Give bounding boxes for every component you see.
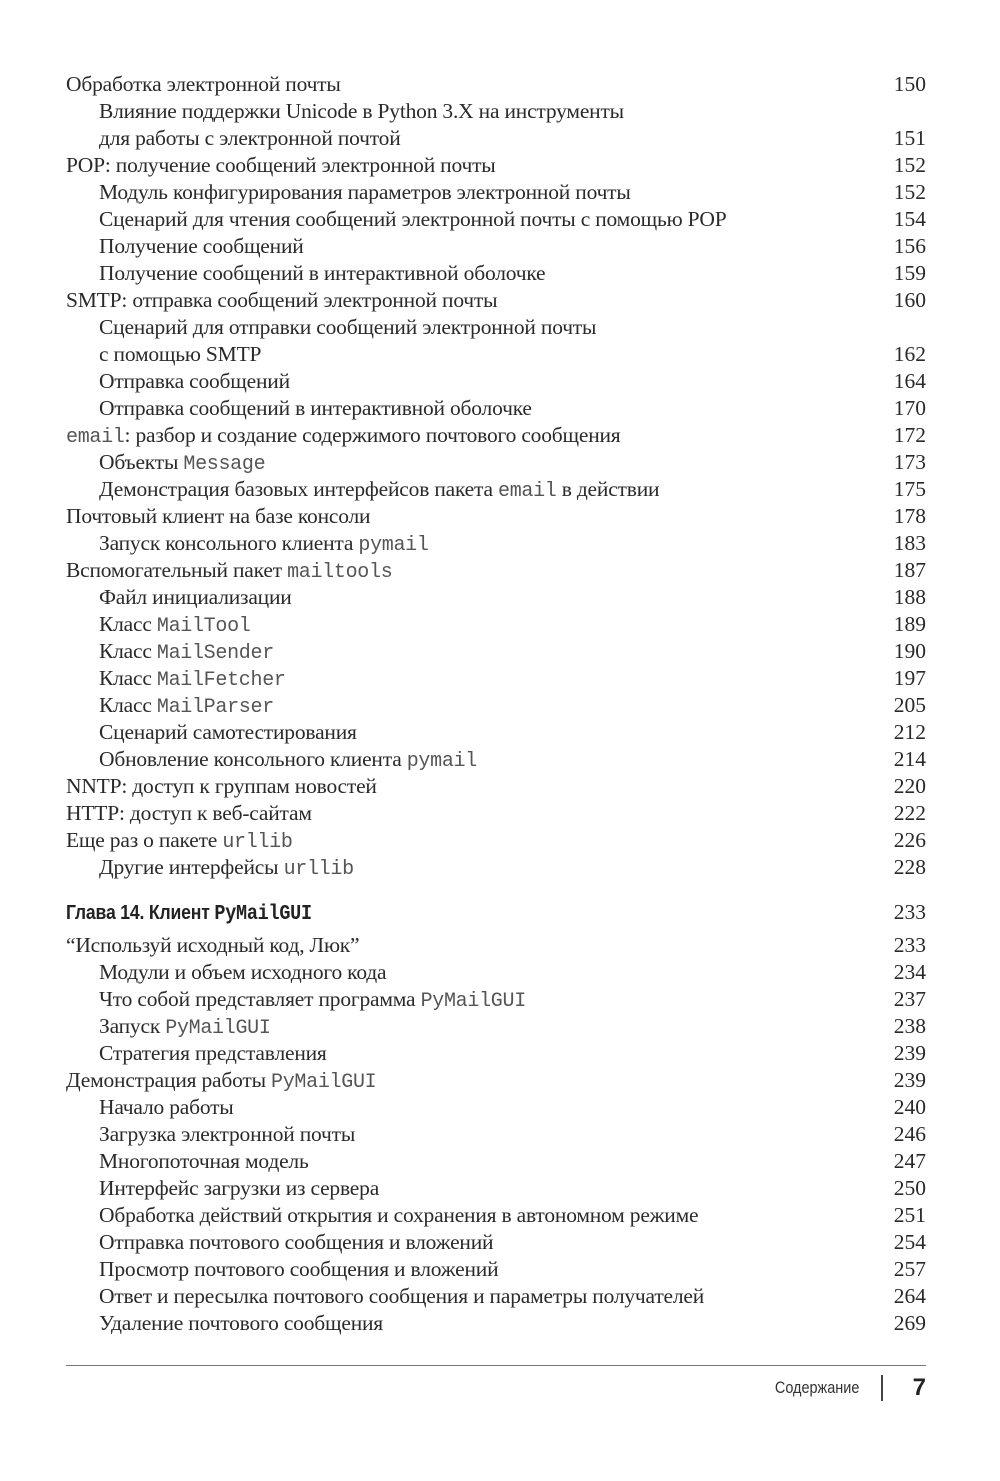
toc-page-number: 250	[893, 1176, 926, 1200]
title-text: Загрузка электронной почты	[99, 1122, 356, 1146]
code-term: MailFetcher	[156, 669, 286, 692]
toc-entry[interactable]	[66, 422, 926, 449]
title-text: Объекты	[99, 450, 184, 474]
title-text: Модуль конфигурирования параметров электронной почты	[99, 180, 631, 204]
toc-page-number: 228	[893, 855, 926, 879]
toc-chapter-heading[interactable]	[66, 899, 926, 926]
title-text: Класс	[99, 693, 157, 717]
toc-entry-title	[66, 125, 401, 152]
toc-entry-title	[66, 854, 354, 883]
toc-entry[interactable]	[66, 179, 926, 206]
toc-entry-title	[66, 503, 370, 530]
title-text: SMTP: отправка сообщений электронной почты	[66, 288, 498, 312]
code-term: urllib	[222, 831, 293, 854]
toc-entry-title	[66, 959, 386, 986]
code-term: MailSender	[156, 642, 274, 665]
title-text: Отправка сообщений	[99, 369, 290, 393]
toc-page-number: 152	[893, 180, 926, 204]
toc-page-number: 150	[893, 72, 926, 96]
toc-entry[interactable]	[66, 854, 926, 881]
toc-entry-title	[66, 800, 312, 827]
footer-divider	[66, 1365, 926, 1366]
toc-page-number: 172	[893, 423, 926, 447]
title-text: Отправка сообщений в интерактивной оболочке	[99, 396, 532, 420]
code-term: pymail	[358, 534, 429, 557]
toc-page-number: 234	[893, 960, 926, 984]
toc-entry[interactable]	[66, 449, 926, 476]
toc-page-number: 220	[893, 774, 926, 798]
toc-page-number: 264	[893, 1284, 926, 1308]
toc-entry[interactable]	[66, 1310, 926, 1337]
toc-entry-title	[66, 1283, 704, 1310]
toc-page-number: 222	[893, 801, 926, 825]
toc-page-number: 246	[893, 1122, 926, 1146]
toc-entry-title	[66, 746, 477, 775]
toc-entry-title	[66, 1040, 327, 1067]
toc-entry-title	[66, 665, 286, 694]
toc-page-number: 226	[893, 828, 926, 852]
toc-entry-title	[66, 900, 312, 928]
toc-entry-title	[66, 341, 261, 368]
page-number: 7	[912, 1374, 926, 1401]
title-text: Получение сообщений	[99, 234, 304, 258]
toc-entry[interactable]	[66, 692, 926, 719]
toc-page-number: 214	[893, 747, 926, 771]
toc-entry[interactable]	[66, 314, 926, 341]
toc-entry-title	[66, 692, 274, 721]
code-term: PyMailGUI	[420, 990, 526, 1013]
toc-entry-title	[66, 611, 251, 640]
toc-entry[interactable]	[66, 1040, 926, 1067]
toc-entry[interactable]	[66, 530, 926, 557]
toc-page-number: 233	[893, 900, 926, 924]
toc-entry-title	[66, 314, 596, 341]
title-text: Ответ и пересылка почтового сообщения и параметры получателей	[99, 1284, 705, 1308]
title-text: NNTP: доступ к группам новостей	[66, 774, 377, 798]
title-text: Класс	[99, 612, 157, 636]
title-text: Отправка почтового сообщения и вложений	[99, 1230, 494, 1254]
title-text: : разбор и создание содержимого почтового сообщения	[124, 423, 621, 447]
toc-entry[interactable]	[66, 503, 926, 530]
toc-entry-title	[66, 1256, 498, 1283]
title-text: Еще раз о пакете	[66, 828, 223, 852]
toc-entry-title	[66, 1094, 234, 1121]
toc-entry-title	[66, 422, 621, 451]
toc-entry[interactable]	[66, 152, 926, 179]
toc-entry-title	[66, 1121, 355, 1148]
toc-page-number: 238	[893, 1014, 926, 1038]
title-text: Модули и объем исходного кода	[99, 960, 387, 984]
toc-page-number: 175	[893, 477, 926, 501]
toc-entry[interactable]	[66, 1175, 926, 1202]
toc-page-number: 257	[893, 1257, 926, 1281]
toc-entry-title	[66, 1148, 309, 1175]
table-of-contents	[66, 71, 926, 1337]
toc-page-number: 164	[893, 369, 926, 393]
toc-entry-title	[66, 827, 293, 856]
title-text: Обновление консольного клиента	[99, 747, 407, 771]
toc-entry-title	[66, 287, 497, 314]
footer-separator	[881, 1375, 883, 1401]
toc-entry[interactable]	[66, 1013, 926, 1040]
toc-entry-title	[66, 71, 341, 98]
toc-entry[interactable]	[66, 1202, 926, 1229]
toc-entry[interactable]	[66, 206, 926, 233]
toc-page-number: 156	[893, 234, 926, 258]
toc-entry-title	[66, 638, 274, 667]
toc-entry-title	[66, 179, 631, 206]
toc-entry-title	[66, 719, 357, 746]
toc-entry[interactable]	[66, 71, 926, 98]
toc-entry[interactable]	[66, 557, 926, 584]
toc-entry[interactable]	[66, 638, 926, 665]
code-term: pymail	[406, 750, 477, 773]
toc-page-number: 188	[893, 585, 926, 609]
toc-entry[interactable]	[66, 368, 926, 395]
code-term: email	[498, 480, 557, 503]
code-term: mailtools	[287, 561, 393, 584]
title-text: Другие интерфейсы	[99, 855, 284, 879]
toc-page-number: 173	[893, 450, 926, 474]
code-term: MailTool	[156, 615, 251, 638]
toc-entry-title	[66, 476, 659, 505]
toc-entry[interactable]	[66, 1148, 926, 1175]
page-footer	[760, 1374, 926, 1402]
code-term: MailParser	[156, 696, 274, 719]
toc-entry[interactable]	[66, 719, 926, 746]
title-text: Класс	[99, 666, 157, 690]
toc-page-number: 239	[893, 1068, 926, 1092]
toc-entry[interactable]	[66, 1256, 926, 1283]
toc-page-number: 197	[893, 666, 926, 690]
toc-entry-title	[66, 98, 624, 125]
toc-page-number: 233	[893, 933, 926, 957]
code-term: PyMailGUI	[214, 903, 312, 926]
title-text: Интерфейс загрузки из сервера	[99, 1176, 380, 1200]
title-text: Получение сообщений в интерактивной оболочке	[99, 261, 546, 285]
code-term: urllib	[283, 858, 354, 881]
toc-entry-title	[66, 1175, 379, 1202]
title-text: Сценарий самотестирования	[99, 720, 357, 744]
toc-entry-title	[66, 584, 292, 611]
title-text: Сценарий для чтения сообщений электронной почты с помощью POP	[99, 207, 727, 231]
toc-entry[interactable]	[66, 827, 926, 854]
toc-entry[interactable]	[66, 1121, 926, 1148]
toc-entry-title	[66, 1013, 271, 1042]
toc-entry[interactable]	[66, 959, 926, 986]
toc-entry-title	[66, 368, 290, 395]
code-term: Message	[183, 453, 266, 476]
toc-entry-title	[66, 152, 496, 179]
toc-page-number: 247	[893, 1149, 926, 1173]
title-text: с помощью SMTP	[99, 342, 262, 366]
title-text: Класс	[99, 639, 157, 663]
toc-page-number: 205	[893, 693, 926, 717]
toc-entry[interactable]	[66, 98, 926, 125]
toc-page-number: 178	[893, 504, 926, 528]
toc-page-number: 269	[893, 1311, 926, 1335]
toc-entry[interactable]	[66, 476, 926, 503]
toc-entry-title	[66, 1310, 383, 1337]
toc-entry-title	[66, 206, 726, 233]
title-text: HTTP: доступ к веб-сайтам	[66, 801, 312, 825]
toc-entry[interactable]	[66, 611, 926, 638]
toc-entry-title	[66, 932, 359, 959]
toc-entry[interactable]	[66, 932, 926, 959]
title-text: POP: получение сообщений электронной почты	[66, 153, 496, 177]
toc-page-number: 151	[893, 126, 926, 150]
title-text: Многопоточная модель	[99, 1149, 309, 1173]
title-text: для работы с электронной почтой	[99, 126, 401, 150]
toc-page-number: 159	[893, 261, 926, 285]
running-header-label: Содержание	[774, 1378, 860, 1397]
title-text: “Используй исходный код, Люк”	[66, 933, 360, 957]
title-text: Стратегия представления	[99, 1041, 327, 1065]
toc-page-number: 190	[893, 639, 926, 663]
toc-page-number: 154	[893, 207, 926, 231]
title-text: Файл инициализации	[99, 585, 292, 609]
code-term: PyMailGUI	[165, 1017, 271, 1040]
title-text: Сценарий для отправки сообщений электронной почты	[99, 315, 597, 339]
title-text: Удаление почтового сообщения	[99, 1311, 383, 1335]
toc-page-number: 152	[893, 153, 926, 177]
toc-entry-title	[66, 530, 429, 559]
title-text: Запуск	[99, 1014, 166, 1038]
toc-entry-title	[66, 986, 526, 1015]
toc-entry[interactable]	[66, 773, 926, 800]
title-text: Влияние поддержки Unicode в Python 3.X на инструменты	[99, 99, 624, 123]
toc-entry[interactable]	[66, 800, 926, 827]
page-content	[66, 71, 926, 1337]
title-text: Вспомогательный пакет	[66, 558, 288, 582]
toc-entry[interactable]	[66, 1094, 926, 1121]
toc-entry[interactable]	[66, 233, 926, 260]
title-text: Демонстрация работы	[66, 1068, 272, 1092]
title-text: Глава 14. Клиент	[66, 902, 215, 924]
toc-page-number: 237	[893, 987, 926, 1011]
toc-entry[interactable]	[66, 125, 926, 152]
toc-entry[interactable]	[66, 341, 926, 368]
toc-entry-title	[66, 773, 377, 800]
title-text: Демонстрация базовых интерфейсов пакета	[99, 477, 498, 501]
toc-page-number: 251	[893, 1203, 926, 1227]
toc-entry-title	[66, 449, 265, 478]
title-text: Начало работы	[99, 1095, 234, 1119]
toc-entry-title	[66, 260, 545, 287]
toc-entry[interactable]	[66, 1229, 926, 1256]
toc-entry-title	[66, 233, 304, 260]
toc-page-number: 239	[893, 1041, 926, 1065]
toc-entry-title	[66, 395, 532, 422]
toc-entry-title	[66, 1067, 376, 1096]
title-text: Просмотр почтового сообщения и вложений	[99, 1257, 499, 1281]
toc-entry[interactable]	[66, 395, 926, 422]
toc-page-number: 189	[893, 612, 926, 636]
toc-page-number: 240	[893, 1095, 926, 1119]
toc-entry[interactable]	[66, 1067, 926, 1094]
toc-page-number: 187	[893, 558, 926, 582]
title-text: Обработка действий открытия и сохранения в автономном режиме	[99, 1203, 699, 1227]
toc-page-number: 162	[893, 342, 926, 366]
toc-entry[interactable]	[66, 665, 926, 692]
toc-entry[interactable]	[66, 287, 926, 314]
toc-page-number: 160	[893, 288, 926, 312]
toc-entry-title	[66, 1229, 493, 1256]
toc-entry[interactable]	[66, 746, 926, 773]
code-term: PyMailGUI	[271, 1071, 377, 1094]
toc-page-number: 254	[893, 1230, 926, 1254]
toc-entry-title	[66, 1202, 698, 1229]
toc-entry[interactable]	[66, 584, 926, 611]
toc-page-number: 183	[893, 531, 926, 555]
toc-entry[interactable]	[66, 260, 926, 287]
toc-entry[interactable]	[66, 986, 926, 1013]
title-text: Запуск консольного клиента	[99, 531, 359, 555]
title-text: Почтовый клиент на базе консоли	[66, 504, 371, 528]
toc-entry[interactable]	[66, 1283, 926, 1310]
toc-page-number: 170	[893, 396, 926, 420]
title-text: Обработка электронной почты	[66, 72, 341, 96]
toc-page-number: 212	[893, 720, 926, 744]
title-text: в действии	[556, 477, 660, 501]
code-term: email	[66, 426, 125, 449]
title-text: Что собой представляет программа	[99, 987, 421, 1011]
toc-entry-title	[66, 557, 392, 586]
